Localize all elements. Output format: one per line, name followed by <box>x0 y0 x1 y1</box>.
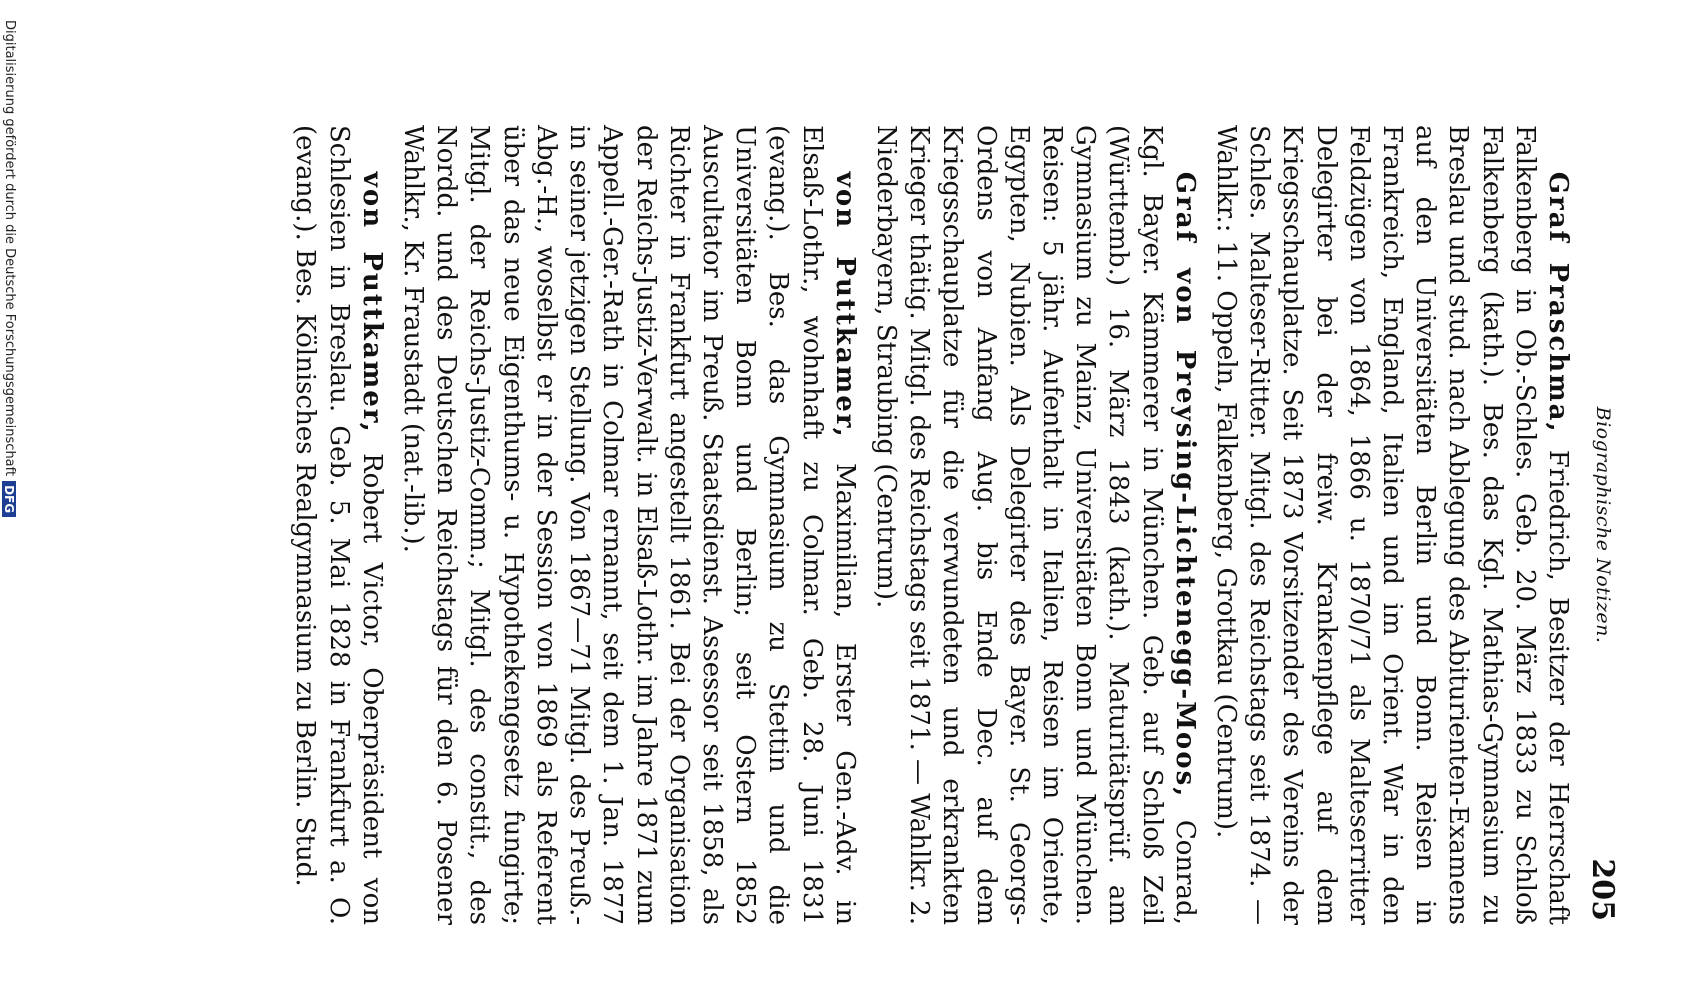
dfg-logo: DFG <box>3 481 17 517</box>
entry-text: Maximilian, Erster Gen.-Adv. in Elsaß-Lothr., wohnhaft zu Colmar. Geb. 28. Juni 1831 (evang.). Bes. das Gymnasium zu Stettin und die Universitäten Bonn und Berlin; seit Ostern 1852 Auscultator im Preuß. Staatsdienst. Assessor seit 1858, als Richter in Frankfurt angestellt 1861. Bei der Organisation der Reichs-Justiz-Verwalt. in Elsaß-Lothr. im Jahre 1871 zum Appell.-Ger.-Rath in Colmar ernannt, seit dem 1. Jan. 1877 in seiner jetzigen Stellung. Von 1867—71 Mitgl. des Preuß.-Abg.-H., woselbst er in der Session von 1869 als Referent über das neue Eigenthums- u. Hypothekengesetz fungirte; Mitgl. der Reichs-Justiz-Comm.; Mitgl. des constit., des Nordd. und des Deutschen Reichstags für den 6. Posener Wahlkr., Kr. Fraustadt (nat.-lib.). <box>398 125 860 925</box>
digitization-credit <box>2 20 17 517</box>
entry-text: Conrad, Kgl. Bayer. Kämmerer in München. Geb. auf Schloß Zeil (Württemb.) 16. März 1843 (kath.). Maturitätsprüf. am Gymnasium zu Mainz, Universitäten Bonn und München. Reisen: 5 jähr. Aufenthalt in Italien, Reisen im Oriente, Egypten, Nubien. Als Delegirter des Bayer. St. Georgs-Ordens von Anfang Aug. bis Ende Dec. auf dem Kriegsschauplatze für die verwundeten und erkrankten Krieger thätig. Mitgl. des Reichstags seit 1871. — Wahlkr. 2. Niederbayern, Straubing (Centrum). <box>870 125 1200 925</box>
entry-preysing <box>869 125 1201 925</box>
credit-text: Digitalisierung gefördert durch die Deutsche Forschungsgemeinschaft <box>2 20 17 477</box>
entry-text: Robert Victor, Oberpräsident von Schlesien in Breslau. Geb. 5. Mai 1828 in Frankfurt a. O. (evang.). Bes. Kölnisches Realgymnasium zu Berlin. Stud. <box>290 125 387 925</box>
entry-praschma <box>1209 125 1574 925</box>
entry-text: Friedrich, Besitzer der Herrschaft Falkenberg in Ob.-Schles. Geb. 20. März 1833 zu Schloß Falkenberg (kath.). Bes. das Kgl. Mathias-Gymnasium zu Breslau und stud. nach Ablegung des Abiturienten-Examens auf den Universitäten Berlin und Bonn. Reisen in Frankreich, England, Italien und im Orient. War in den Feldzügen von 1864, 1866 u. 1870/71 als Malteserritter Delegirter bei der freiw. Krankenpflege auf dem Kriegsschauplatze. Seit 1873 Vorsitzender des Vereins der Schles. Malteser-Ritter. Mitgl. des Reichstags seit 1874. — Wahlkr.: 11. Oppeln, Falkenberg, Grottkau (Centrum). <box>1210 125 1573 925</box>
entry-name: von Puttkamer, <box>356 171 387 434</box>
text-column <box>280 125 1574 925</box>
page-number: 205 <box>1585 858 1620 921</box>
entry-puttkamer-maximilian <box>396 125 861 925</box>
running-head: Biographische Notizen. <box>1592 406 1614 644</box>
entry-name: Graf von Preysing-Lichtenegg-Moos, <box>1169 171 1200 799</box>
entry-name: Graf Praschma, <box>1543 171 1573 434</box>
page-header <box>1580 125 1620 925</box>
entry-name: von Puttkamer, <box>829 171 860 439</box>
entry-puttkamer-robert <box>288 125 388 925</box>
